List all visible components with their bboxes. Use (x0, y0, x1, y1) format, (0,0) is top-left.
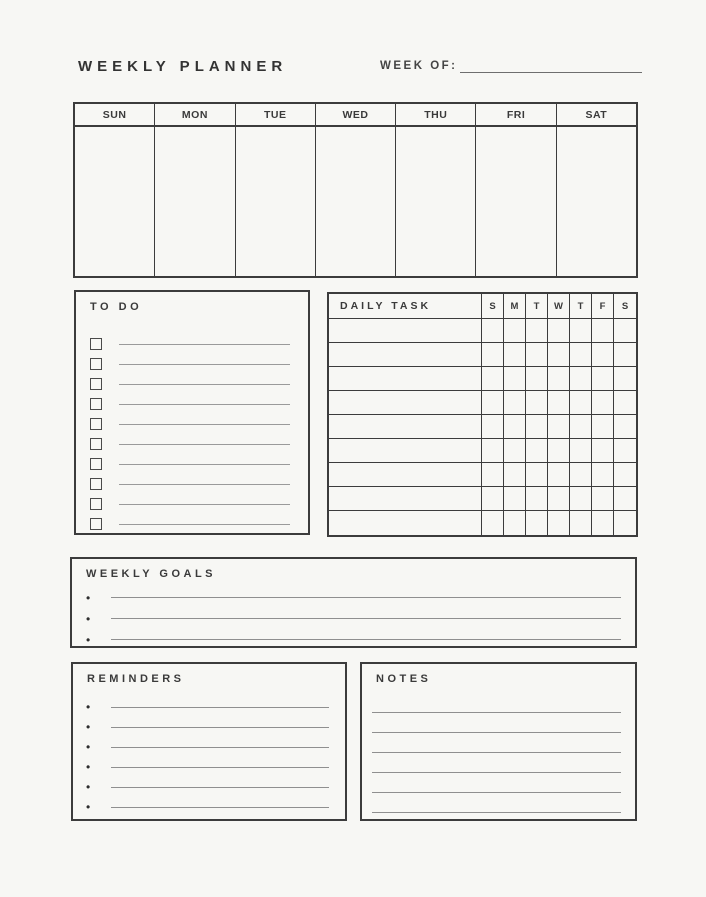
todo-write-line (119, 364, 290, 365)
note-write-line (372, 773, 621, 793)
daily-task-check-cell (548, 439, 570, 462)
calendar-day-column (476, 104, 556, 276)
daily-task-check-cell (592, 511, 614, 535)
write-line (111, 707, 329, 708)
calendar-day-cell (75, 127, 154, 276)
daily-task-check-cell (526, 439, 548, 462)
daily-task-name-cell (329, 391, 482, 414)
daily-task-check-cell (570, 319, 592, 342)
daily-task-check-cell (504, 343, 526, 366)
daily-task-check-cell (482, 487, 504, 510)
todo-box (74, 290, 310, 535)
bullet-icon: • (86, 632, 91, 647)
bullet-icon: • (86, 700, 91, 714)
bullet-icon: • (86, 740, 91, 754)
todo-row (76, 414, 308, 434)
daily-task-check-cell (548, 367, 570, 390)
todo-write-line (119, 344, 290, 345)
daily-task-check-cell (504, 319, 526, 342)
daily-task-check-cell (570, 487, 592, 510)
weekly-goals-box (70, 557, 637, 648)
daily-task-name-cell (329, 463, 482, 486)
bullet-icon: • (86, 780, 91, 794)
daily-task-check-cell (570, 367, 592, 390)
todo-checkbox-icon (90, 498, 102, 510)
daily-task-name-cell (329, 319, 482, 342)
todo-checkbox-icon (90, 478, 102, 490)
daily-task-header-row (329, 294, 636, 319)
daily-task-check-cell (570, 415, 592, 438)
daily-task-check-cell (592, 415, 614, 438)
daily-task-check-cell (592, 367, 614, 390)
daily-task-check-cell (614, 511, 636, 535)
daily-task-check-cell (482, 439, 504, 462)
write-line (111, 787, 329, 788)
daily-task-row (329, 391, 636, 415)
daily-task-row (329, 415, 636, 439)
calendar-day-cell (155, 127, 234, 276)
daily-task-day-letter: T (570, 294, 592, 318)
todo-write-line (119, 424, 290, 425)
write-line (111, 747, 329, 748)
calendar-day-header: THU (396, 104, 475, 127)
daily-task-check-cell (548, 463, 570, 486)
daily-task-check-cell (504, 463, 526, 486)
todo-row (76, 394, 308, 414)
daily-task-check-cell (548, 511, 570, 535)
todo-checkbox-icon (90, 438, 102, 450)
daily-task-check-cell (526, 511, 548, 535)
daily-task-row (329, 319, 636, 343)
write-line (111, 767, 329, 768)
daily-task-check-cell (592, 463, 614, 486)
weekly-calendar-table (73, 102, 638, 278)
todo-row (76, 374, 308, 394)
daily-task-check-cell (526, 487, 548, 510)
reminder-row (73, 717, 345, 737)
calendar-day-cell (557, 127, 636, 276)
daily-task-check-cell (504, 439, 526, 462)
daily-task-check-cell (482, 343, 504, 366)
reminder-row (73, 777, 345, 797)
note-write-line (372, 793, 621, 813)
calendar-day-cell (316, 127, 395, 276)
reminder-row (73, 697, 345, 717)
daily-task-check-cell (614, 367, 636, 390)
notes-lines (362, 693, 635, 813)
daily-task-check-cell (504, 391, 526, 414)
todo-write-line (119, 404, 290, 405)
daily-task-check-cell (548, 343, 570, 366)
daily-task-check-cell (570, 343, 592, 366)
week-of-label: WEEK OF: (380, 60, 458, 72)
reminder-row (73, 757, 345, 777)
daily-task-check-cell (526, 463, 548, 486)
calendar-day-header: MON (155, 104, 234, 127)
daily-task-check-cell (570, 439, 592, 462)
todo-checkbox-icon (90, 458, 102, 470)
calendar-day-column (236, 104, 316, 276)
daily-task-check-cell (614, 343, 636, 366)
weekly-goal-row (72, 629, 635, 650)
daily-task-name-cell (329, 487, 482, 510)
notes-box (360, 662, 637, 821)
daily-task-row (329, 343, 636, 367)
daily-task-check-cell (548, 415, 570, 438)
week-of-blank-line (460, 60, 643, 73)
weekly-goal-row (72, 608, 635, 629)
todo-checkbox-icon (90, 358, 102, 370)
note-write-line (372, 753, 621, 773)
todo-write-line (119, 504, 290, 505)
note-write-line (372, 693, 621, 713)
daily-task-check-cell (592, 391, 614, 414)
daily-task-title: DAILY TASK (329, 294, 482, 318)
todo-checkbox-icon (90, 378, 102, 390)
write-line (111, 727, 329, 728)
reminders-list (73, 697, 345, 817)
daily-task-check-cell (570, 511, 592, 535)
daily-task-day-letter: W (548, 294, 570, 318)
daily-task-check-cell (482, 391, 504, 414)
todo-checkbox-icon (90, 518, 102, 530)
todo-checkbox-icon (90, 398, 102, 410)
calendar-day-header: SUN (75, 104, 154, 127)
daily-task-row (329, 463, 636, 487)
daily-task-check-cell (482, 511, 504, 535)
daily-task-check-cell (526, 367, 548, 390)
daily-task-row (329, 367, 636, 391)
daily-task-day-letter: T (526, 294, 548, 318)
write-line (111, 597, 621, 598)
todo-checkbox-icon (90, 418, 102, 430)
daily-task-check-cell (570, 463, 592, 486)
daily-task-check-cell (526, 319, 548, 342)
todo-row (76, 494, 308, 514)
reminders-box (71, 662, 347, 821)
reminders-title: REMINDERS (87, 673, 185, 685)
daily-task-check-cell (592, 343, 614, 366)
daily-task-day-letter: F (592, 294, 614, 318)
daily-task-check-cell (614, 487, 636, 510)
bullet-icon: • (86, 720, 91, 734)
daily-task-check-cell (592, 439, 614, 462)
daily-task-check-cell (526, 391, 548, 414)
todo-row (76, 474, 308, 494)
daily-task-check-cell (504, 415, 526, 438)
daily-task-check-cell (592, 319, 614, 342)
note-write-line (372, 733, 621, 753)
daily-task-check-cell (614, 463, 636, 486)
todo-row (76, 434, 308, 454)
calendar-day-cell (396, 127, 475, 276)
daily-task-table (327, 292, 638, 537)
daily-task-check-cell (504, 511, 526, 535)
calendar-day-header: SAT (557, 104, 636, 127)
daily-task-name-cell (329, 367, 482, 390)
notes-title: NOTES (376, 673, 432, 685)
daily-task-check-cell (548, 487, 570, 510)
reminder-row (73, 797, 345, 817)
bullet-icon: • (86, 611, 91, 626)
write-line (111, 639, 621, 640)
daily-task-check-cell (614, 391, 636, 414)
calendar-day-header: WED (316, 104, 395, 127)
daily-task-name-cell (329, 439, 482, 462)
weekly-goal-row (72, 587, 635, 608)
page-title: WEEKLY PLANNER (78, 58, 288, 75)
daily-task-check-cell (548, 319, 570, 342)
calendar-day-column (396, 104, 476, 276)
daily-task-name-cell (329, 511, 482, 535)
daily-task-day-letter: M (504, 294, 526, 318)
todo-write-line (119, 444, 290, 445)
note-write-line (372, 713, 621, 733)
todo-write-line (119, 384, 290, 385)
bullet-icon: • (86, 760, 91, 774)
calendar-day-column (557, 104, 636, 276)
calendar-day-column (316, 104, 396, 276)
calendar-day-header: FRI (476, 104, 555, 127)
daily-task-row (329, 439, 636, 463)
daily-task-row (329, 487, 636, 511)
daily-task-name-cell (329, 343, 482, 366)
daily-task-check-cell (526, 343, 548, 366)
todo-row (76, 354, 308, 374)
daily-task-check-cell (504, 487, 526, 510)
todo-write-line (119, 464, 290, 465)
todo-write-line (119, 484, 290, 485)
daily-task-check-cell (592, 487, 614, 510)
todo-list (76, 334, 308, 534)
daily-task-name-cell (329, 415, 482, 438)
todo-write-line (119, 524, 290, 525)
todo-row (76, 514, 308, 534)
reminder-row (73, 737, 345, 757)
daily-task-check-cell (614, 415, 636, 438)
daily-task-check-cell (548, 391, 570, 414)
daily-task-row (329, 511, 636, 535)
daily-task-check-cell (614, 439, 636, 462)
daily-task-check-cell (482, 463, 504, 486)
calendar-day-column (155, 104, 235, 276)
daily-task-day-letter: S (482, 294, 504, 318)
week-of-field (380, 60, 642, 73)
calendar-day-cell (476, 127, 555, 276)
calendar-day-header: TUE (236, 104, 315, 127)
daily-task-check-cell (482, 367, 504, 390)
bullet-icon: • (86, 800, 91, 814)
daily-task-check-cell (570, 391, 592, 414)
weekly-goals-list (72, 587, 635, 650)
daily-task-day-letter: S (621, 300, 629, 312)
todo-row (76, 454, 308, 474)
daily-task-check-cell (614, 319, 636, 342)
todo-title: TO DO (90, 301, 143, 313)
write-line (111, 807, 329, 808)
weekly-goals-title: WEEKLY GOALS (86, 568, 217, 580)
daily-task-check-cell (504, 367, 526, 390)
daily-task-check-cell (482, 319, 504, 342)
todo-row (76, 334, 308, 354)
daily-task-check-cell (526, 415, 548, 438)
daily-task-check-cell (482, 415, 504, 438)
write-line (111, 618, 621, 619)
bullet-icon: • (86, 590, 91, 605)
calendar-day-column (75, 104, 155, 276)
calendar-day-cell (236, 127, 315, 276)
todo-checkbox-icon (90, 338, 102, 350)
